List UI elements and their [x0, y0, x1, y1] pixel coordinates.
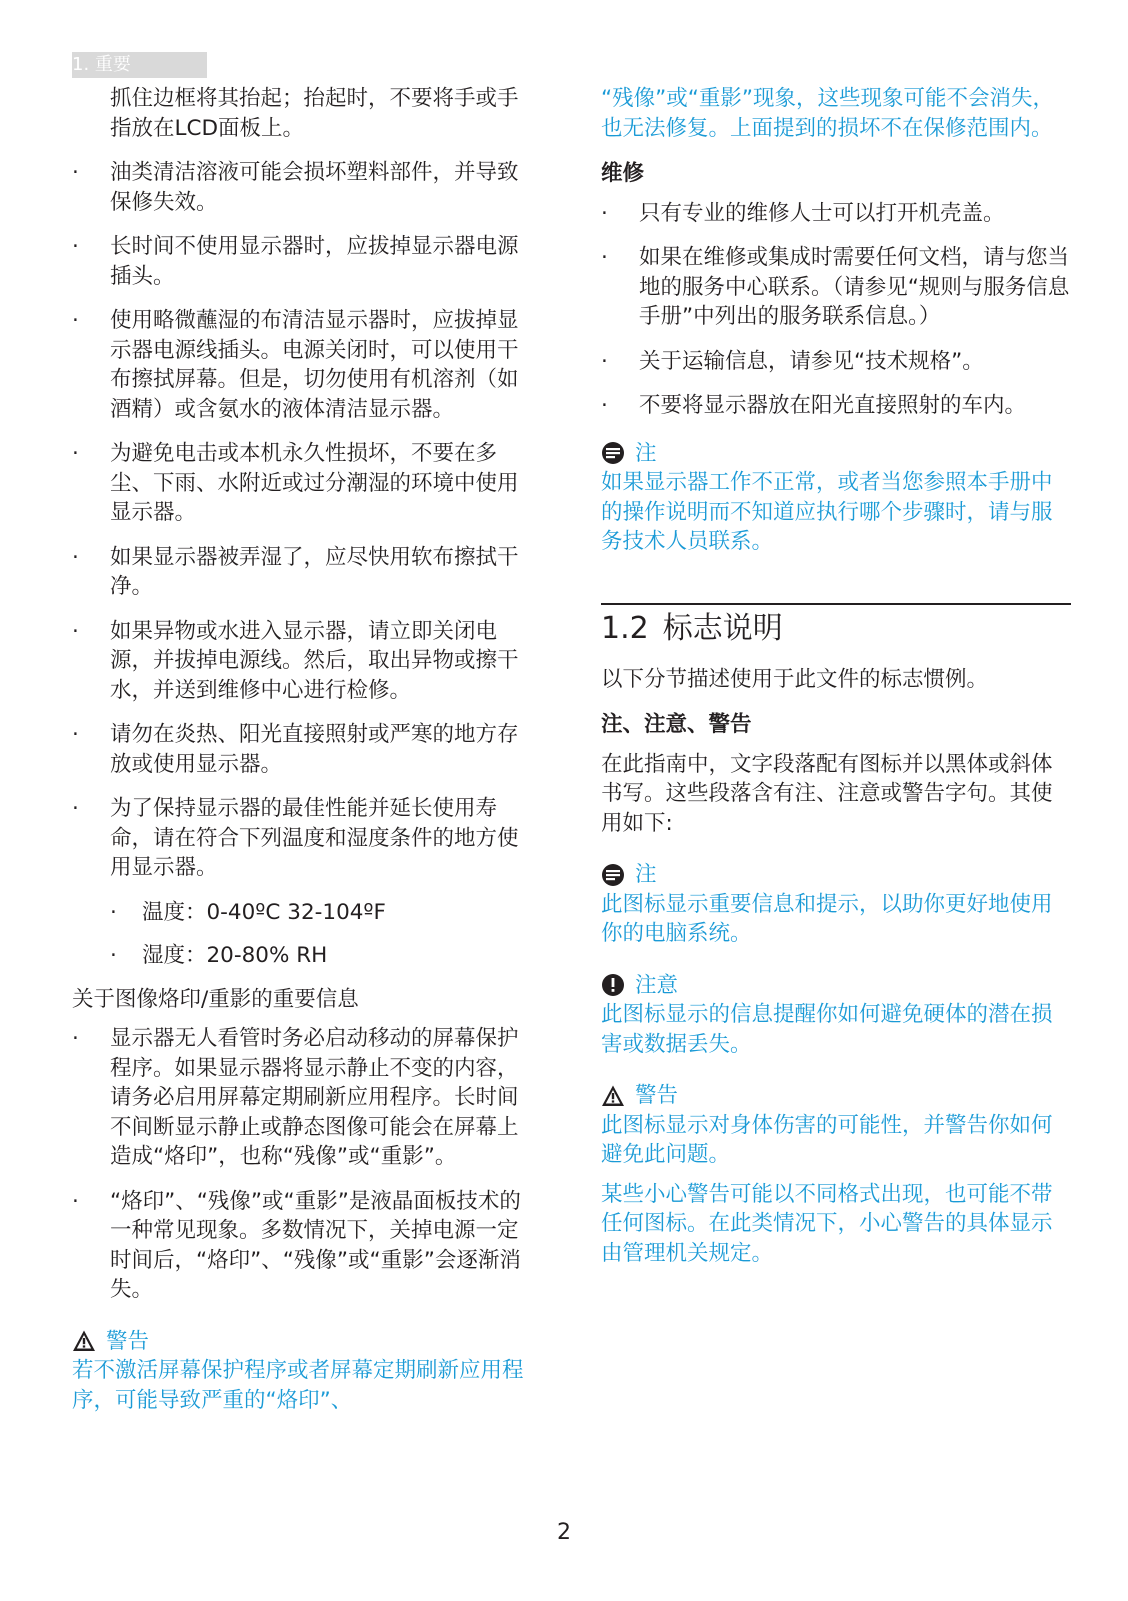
note-icon [601, 441, 625, 465]
section-intro: 以下分节描述使用于此文件的标志惯例。 [601, 666, 989, 692]
warning-label: 警告 [635, 1083, 679, 1108]
note-heading [601, 439, 1071, 469]
note-text: 此图标显示重要信息和提示，以助你更好地使用你的电脑系统。 [601, 891, 1053, 946]
list-item-text: 为了保持显示器的最佳性能并延长使用寿命，请在符合下列温度和湿度条件的地方使用显示器。 [110, 796, 519, 880]
list-item: · 如果显示器被弄湿了，应尽快用软布擦拭干净。 [72, 544, 519, 599]
list-item-text: 使用略微蘸湿的布清洁显示器时，应拔掉显示器电源线插头。电源关闭时，可以使用干布擦拭屏幕。但是，切勿使用有机溶剂（如酒精）或含氨水的液体清洁显示器。 [110, 308, 519, 422]
list-item-text: 如果异物或水进入显示器，请立即关闭电源，并拔掉电源线。然后，取出异物或擦干水，并送到维修中心进行检修。 [110, 618, 519, 703]
closing-text: 某些小心警告可能以不同格式出现，也可能不带任何图标。在此类情况下，小心警告的具体显示由管理机关规定。 [601, 1181, 1053, 1266]
sub-list-item: · 湿度：20-80% RH [110, 943, 328, 968]
caution-heading [601, 971, 1071, 1001]
note-label: 注 [635, 440, 657, 466]
list-item-text: 长时间不使用显示器时，应拔掉显示器电源插头。 [110, 234, 519, 289]
list-item: · 如果在维修或集成时需要任何文档，请与您当地的服务中心联系。（请参见“规则与服务信息手册”中列出的服务联系信息。） [601, 245, 1070, 329]
list-item: · 如果异物或水进入显示器，请立即关闭电源，并拔掉电源线。然后，取出异物或擦干水，并送到维修中心进行检修。 [72, 618, 519, 703]
sub-list-item-text: 温度：0-40ºC 32-104ºF [142, 899, 386, 925]
list-item: · 关于运输信息，请参见“技术规格”。 [601, 348, 984, 374]
list-item-text: 显示器无人看管时务必启动移动的屏幕保护程序。如果显示器将显示静止不变的内容，请务必启用屏幕定期刷新应用程序。长时间不间断显示静止或静态图像可能会在屏幕上造成“烙印”，也称“残像”或“重影”。 [110, 1026, 519, 1169]
sub-list-item-text: 湿度：20-80% RH [142, 943, 328, 968]
list-item-text: 不要将显示器放在阳光直接照射的车内。 [639, 393, 1027, 418]
list-item-text: 请勿在炎热、阳光直接照射或严寒的地方存放或使用显示器。 [110, 722, 519, 777]
sub-list-item: · 温度：0-40ºC 32-104ºF [110, 899, 386, 925]
list-item: · 为了保持显示器的最佳性能并延长使用寿命，请在符合下列温度和湿度条件的地方使用显示器。 [72, 796, 519, 880]
service-heading: 维修 [601, 161, 645, 186]
caution-label: 注意 [635, 972, 679, 998]
section-number: 1.2 [601, 610, 649, 646]
note-text: 如果显示器工作不正常，或者当您参照本手册中的操作说明而不知道应执行哪个步骤时，请与服务技术人员联系。 [601, 470, 1053, 554]
section-tab-label: 1. 重要 [72, 54, 131, 75]
left-column [72, 84, 530, 1415]
warning-text: 此图标显示对身体伤害的可能性，并警告你如何避免此问题。 [601, 1112, 1053, 1167]
list-item: · 请勿在炎热、阳光直接照射或严寒的地方存放或使用显示器。 [72, 722, 519, 777]
right-column [601, 84, 1071, 1278]
list-item: · 显示器无人看管时务必启动移动的屏幕保护程序。如果显示器将显示静止不变的内容，请务必启用屏幕定期刷新应用程序。长时间不间断显示静止或静态图像可能会在屏幕上造成“烙印”，也称“残像”或“重影”。 [72, 1026, 519, 1169]
list-item-text: 如果在维修或集成时需要任何文档，请与您当地的服务中心联系。（请参见“规则与服务信息手册”中列出的服务联系信息。） [639, 245, 1070, 329]
exclamation-icon [601, 973, 625, 997]
note-label: 注 [635, 862, 657, 887]
warning-label: 警告 [106, 1328, 150, 1354]
warning-text: 若不激活屏幕保护程序或者屏幕定期刷新应用程序，可能导致严重的“烙印”、 [72, 1358, 524, 1413]
list-item-text: 只有专业的维修人士可以打开机壳盖。 [639, 200, 1005, 226]
warning-triangle-icon [72, 1329, 96, 1353]
list-item: · 油类清洁溶液可能会损坏塑料部件，并导致保修失效。 [72, 160, 519, 215]
warning-heading [72, 1327, 530, 1357]
list-item: · 长时间不使用显示器时，应拔掉显示器电源插头。 [72, 234, 519, 289]
list-item: · 只有专业的维修人士可以打开机壳盖。 [601, 200, 1005, 226]
section-title: 标志说明 [662, 610, 783, 646]
conventions-heading: 注、注意、警告 [601, 712, 752, 737]
list-item: · 不要将显示器放在阳光直接照射的车内。 [601, 393, 1027, 418]
list-item-text: 如果显示器被弄湿了，应尽快用软布擦拭干净。 [110, 544, 519, 599]
list-item: · “烙印”、“残像”或“重影”是液晶面板技术的一种常见现象。多数情况下，关掉电源一定时间后，“烙印”、“残像”或“重影”会逐渐消失。 [72, 1188, 521, 1302]
warning-heading [601, 1081, 1071, 1111]
warning-continued-text: “残像”或“重影”现象，这些现象可能不会消失，也无法修复。上面提到的损坏不在保修范围内。 [601, 86, 1055, 141]
page-number: 2 [557, 1520, 571, 1545]
list-item-text: 关于运输信息，请参见“技术规格”。 [639, 348, 984, 374]
note-heading [601, 860, 1071, 890]
section-heading [601, 603, 1071, 649]
warning-triangle-icon [601, 1084, 625, 1108]
list-item-text: “烙印”、“残像”或“重影”是液晶面板技术的一种常见现象。多数情况下，关掉电源一定时间后，“烙印”、“残像”或“重影”会逐渐消失。 [110, 1188, 521, 1302]
section-tab [72, 52, 207, 78]
list-item: · 使用略微蘸湿的布清洁显示器时，应拔掉显示器电源线插头。电源关闭时，可以使用干布擦拭屏幕。但是，切勿使用有机溶剂（如酒精）或含氨水的液体清洁显示器。 [72, 308, 519, 422]
conventions-text: 在此指南中，文字段落配有图标并以黑体或斜体书写。这些段落含有注、注意或警告字句。其使用如下: [601, 751, 1053, 836]
list-item: · 为避免电击或本机永久性损坏，不要在多尘、下雨、水附近或过分潮湿的环境中使用显示器。 [72, 441, 519, 525]
caution-text: 此图标显示的信息提醒你如何避免硬体的潜在损害或数据丢失。 [601, 1002, 1053, 1057]
list-item-text: 油类清洁溶液可能会损坏塑料部件，并导致保修失效。 [110, 160, 519, 215]
list-item-text: 为避免电击或本机永久性损坏，不要在多尘、下雨、水附近或过分潮湿的环境中使用显示器。 [110, 441, 519, 525]
burn-in-heading: 关于图像烙印/重影的重要信息 [72, 986, 359, 1012]
note-icon [601, 863, 625, 887]
continued-paragraph: 抓住边框将其抬起；抬起时，不要将手或手指放在LCD面板上。 [110, 86, 519, 141]
